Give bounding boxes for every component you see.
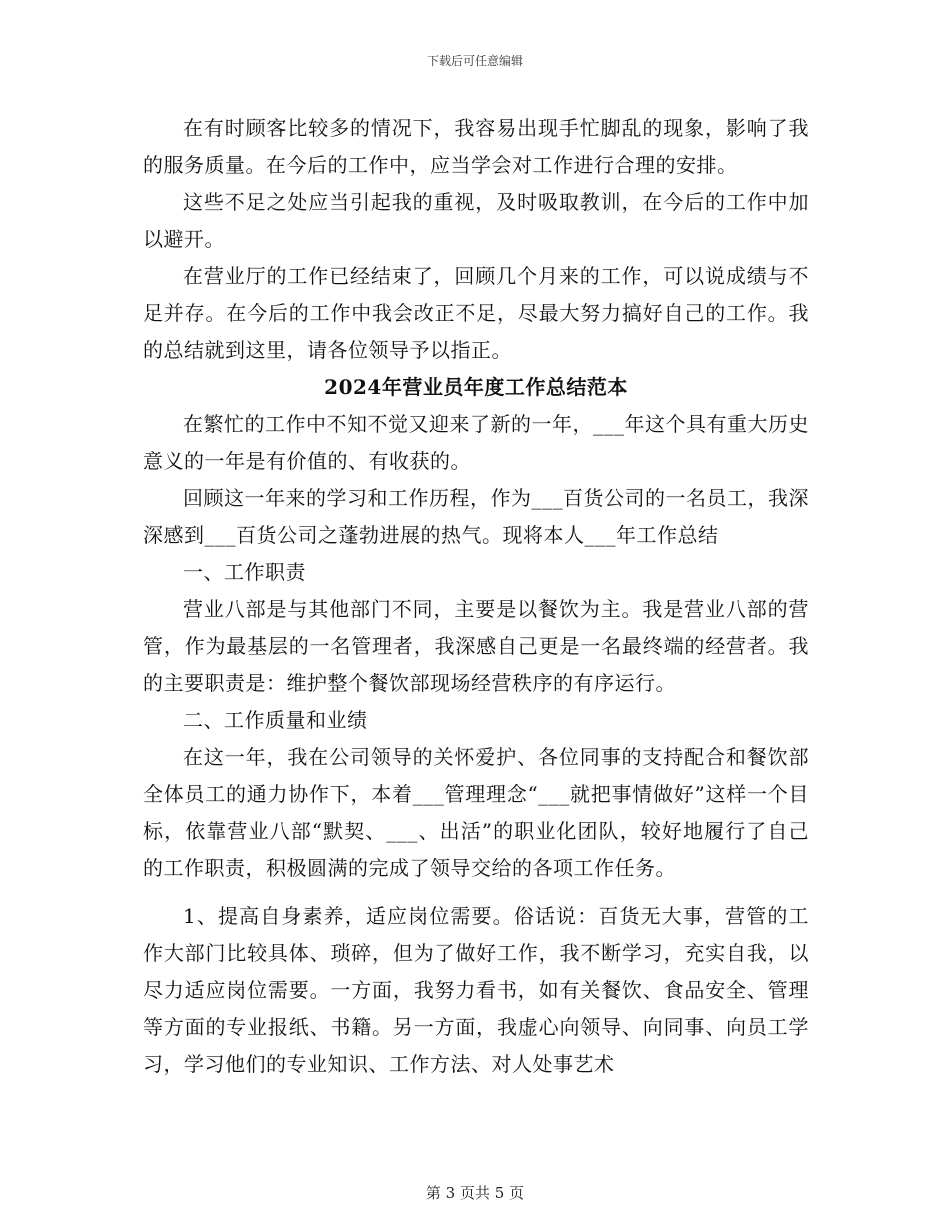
document-body [143,110,809,1083]
section-title: 2024年营业员年度工作总结范本 [324,375,628,399]
paragraph: 在繁忙的工作中不知不觉又迎来了新的一年，___年这个具有重大历史意义的一年是有价值的、有收获的。 [143,412,809,473]
page-footer: 第 3 页共 5 页 [425,1184,525,1202]
paragraph: 在有时顾客比较多的情况下，我容易出现手忙脚乱的现象，影响了我的服务质量。在今后的工作中，应当学会对工作进行合理的安排。 [143,116,809,177]
paragraph: 在营业厅的工作已经结束了，回顾几个月来的工作，可以说成绩与不足并存。在今后的工作中我会改正不足，尽最大努力搞好自己的工作。我的总结就到这里，请各位领导予以指正。 [143,264,809,362]
paragraph: 这些不足之处应当引起我的重视，及时吸取教训，在今后的工作中加以避开。 [143,190,809,251]
page-header: 下载后可任意编辑 [426,54,523,68]
section-heading: 一、工作职责 [183,560,306,584]
paragraph: 在这一年，我在公司领导的关怀爱护、各位同事的支持配合和餐饮部全体员工的通力协作下，本着___管理理念“___就把事情做好”这样一个目标，依靠营业八部“默契、___、出活”的职业化团队，较好地履行了自己的工作职责，积极圆满的完成了领导交给的各项工作任务。 [143,745,809,880]
paragraph: 1、提高自身素养，适应岗位需要。俗话说：百货无大事，营管的工作大部门比较具体、琐碎，但为了做好工作，我不断学习，充实自我，以尽力适应岗位需要。一方面，我努力看书，如有关餐饮、食品安全、管理等方面的专业报纸、书籍。另一方面，我虚心向领导、向同事、向员工学习，学习他们的专业知识、工作方法、对人处事艺术 [143,904,809,1076]
paragraph: 回顾这一年来的学习和工作历程，作为___百货公司的一名员工，我深深感到___百货公司之蓬勃进展的热气。现将本人___年工作总结 [143,486,809,547]
paragraph: 营业八部是与其他部门不同，主要是以餐饮为主。我是营业八部的营管，作为最基层的一名管理者，我深感自己更是一名最终端的经营者。我的主要职责是：维护整个餐饮部现场经营秩序的有序运行。 [143,597,809,695]
section-heading: 二、工作质量和业绩 [183,708,368,732]
